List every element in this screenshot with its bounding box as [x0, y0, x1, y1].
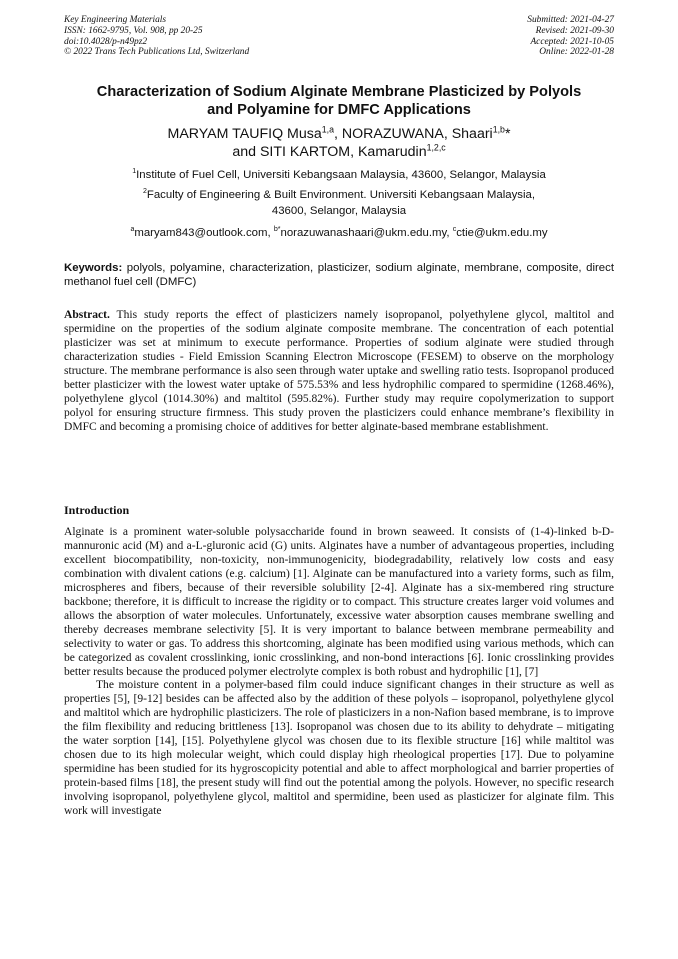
introduction-body [64, 526, 614, 819]
email-3-mark: c [452, 226, 457, 234]
corresponding-author-mark: * [504, 126, 511, 142]
author-emails [40, 226, 638, 242]
journal-doi: doi:10.4028/p-n49pz2 [64, 36, 148, 47]
affiliation-2-line-2: 43600, Selangor, Malaysia [271, 204, 407, 217]
keywords-label: Keywords: [64, 262, 123, 274]
online-date: Online: 2022-01-28 [539, 47, 614, 58]
submitted-date: Submitted: 2021-04-27 [527, 15, 614, 25]
author-2-affil: 1,b [492, 124, 505, 135]
accepted-date: Accepted: 2021-10-05 [530, 36, 614, 47]
author-3-affil: 1,2,c [426, 141, 446, 152]
keywords-text: polyols, polyamine, characterization, plasticizer, sodium alginate, membrane, composite, direct methanol fuel cell (DMFC) [64, 262, 614, 288]
affiliation-1-number: 1 [132, 168, 137, 176]
email-3[interactable]: ctie@ukm.edu.my [456, 227, 548, 239]
journal-issn: ISSN: 1662-9795, Vol. 908, pp 20-25 [64, 25, 203, 36]
revised-date: Revised: 2021-09-30 [535, 25, 614, 36]
intro-paragraph-2: The moisture content in a polymer-based film could induce significant changes in their structure as well as properties [5], [9-12] besides can be affected also by the addition of these polyols – isopropanol, polyethylene glycol and maltitol which are hydrophilic plasticizers. The role of plasticizers in a non-Nafion based membrane, is to improve the film flexibility and reducing brittleness [13]. Isopropanol was chosen due to its ability to dehydrate – mitigating the water sorption [14], [15]. Polyethylene glycol was chosen due to its flexible structure [16] while maltitol was chosen due to its high molecular weight, which could display high rheological properties [17]. Due to polyamine spermidine has been studied for its hygroscopicity potential and able to affect morphological and barrier properties of protein-based films [18], the present study will find out the potential among the polyols. However, no specific research involving isopropanol, polyethylene glycol, maltitol and spermidine, been used as plasticizer for alginate film. This work will investigate [64, 679, 614, 818]
journal-copyright: © 2022 Trans Tech Publications Ltd, Switzerland [64, 47, 250, 58]
author-2-name: NORAZUWANA, Shaari [341, 126, 493, 142]
title-line-2: and Polyamine for DMFC Applications [207, 102, 471, 118]
section-heading-introduction: Introduction [64, 503, 130, 517]
author-line-2 [40, 141, 638, 162]
affiliation-1 [40, 168, 638, 184]
intro-paragraph-1: Alginate is a prominent water-soluble polysaccharide found in brown seaweed. It consists of (1-4)-linked b-D-mannuronic acid (M) and a-L-gluronic acid (G) units. Alginates have a number of advantageous properties, including excellent biocompatibility, non-toxicity, non-immunogenicity, biodegradability, relatively low costs and easy combination with divalent cations (e.g. calcium) [1]. Alginate can be manufactured into a variety forms, such as film, microspheres and fibers, because of their reversible solubility [2-4]. Alginate has a six-membered ring structure backbone; therefore, it is difficult to increase the rigidity or to compact. This structure creates larger void volumes and allows the absorption of water molecules. Unfortunately, excessive water absorption causes membrane swelling and thereby decreases membrane selectivity [5]. It is very important to balance between membrane permeability and selectivity to water or gas. To address this shortcoming, alginate has been modified using various methods, which can be categorized as covalent crosslinking, ionic crosslinking, and non-bond interactions [6]. Ionic crosslinking provides better results because the produced polymer electrolyte complex is both robust and hydrophilic [1], [7] [64, 526, 614, 678]
journal-info [64, 15, 249, 58]
paper-title [40, 83, 638, 119]
author-and: and [232, 143, 260, 160]
affiliation-2-number: 2 [142, 188, 147, 196]
email-separator: , [446, 227, 453, 239]
abstract-block [64, 309, 614, 435]
abstract-label: Abstract. [64, 309, 110, 321]
publication-dates [527, 15, 614, 58]
title-line-1: Characterization of Sodium Alginate Membrane Plasticized by Polyols [96, 84, 582, 100]
email-1[interactable]: maryam843@outlook.com [134, 227, 268, 239]
affiliation-1-text: Institute of Fuel Cell, Universiti Kebangsaan Malaysia, 43600, Selangor, Malaysia [136, 169, 546, 181]
author-1-affil: 1,a [321, 124, 334, 135]
author-line-1: MARYAM TAUFIQ Musa$^{1,a}$, NORAZUWANA, Shaari$^{1,b}$* [167, 124, 511, 142]
author-list [40, 126, 638, 161]
author-1-name: MARYAM TAUFIQ Musa [167, 126, 322, 142]
email-2[interactable]: norazuwanashaari@ukm.edu.my [280, 227, 447, 239]
keywords-block [64, 261, 614, 289]
email-2-mark: b* [273, 226, 281, 234]
author-3-name: SITI KARTOM, Kamarudin [259, 143, 427, 160]
affiliation-2-text: Faculty of Engineering & Built Environment. Universiti Kebangsaan Malaysia, [146, 189, 536, 201]
affiliation-2 [40, 188, 638, 219]
journal-name: Key Engineering Materials [64, 15, 167, 25]
abstract-text: This study reports the effect of plasticizers namely isopropanol, polyethylene glycol, maltitol and spermidine on the properties of the sodium alginate composite membrane. The concentration of each potential plasticizer was set at minimum to execute performance. Properties of sodium alginate were studied through characterization studies - Field Emission Scanning Electron Microscope (FESEM) to observe on the morphology structure. The membrane performance is also seen through water uptake and swelling ratio tests. Isopropanol produced better plasticizer with the lowest water uptake of 575.53% and less hydrophilic compared to spermidine (1268.46%), polyethylene glycol (1014.30%) and maltitol (595.82%). Further study may require copolymerization to support polyol for ensuring structure firmness. This study proven the plasticizers could enhance membrane’s flexibility in DMFC and becoming a promising choice of additives for better alginate-based membrane establishment. [64, 309, 614, 433]
email-1-mark: a [130, 226, 135, 234]
affiliation-2-line-1 [40, 188, 638, 204]
email-separator: , [267, 227, 274, 239]
